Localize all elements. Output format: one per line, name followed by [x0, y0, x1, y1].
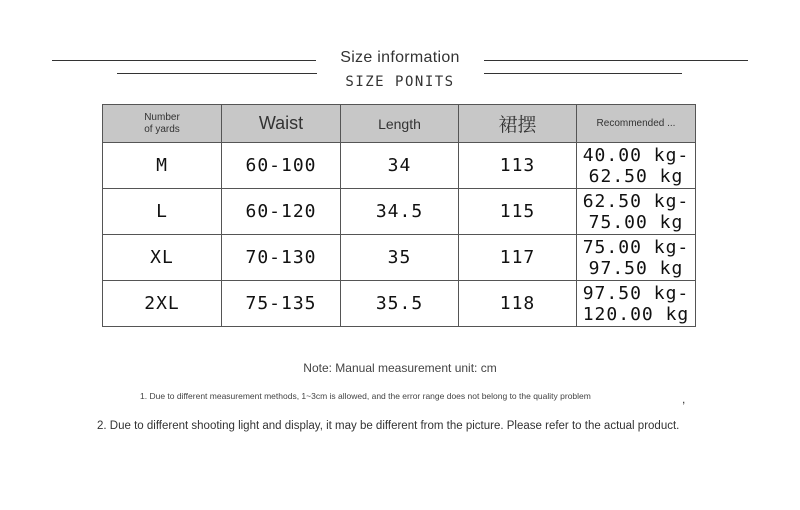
cell-length: 35.5	[341, 281, 459, 327]
cell-waist: 70-130	[222, 235, 341, 281]
cell-hem: 113	[459, 143, 577, 189]
cell-hem: 115	[459, 189, 577, 235]
cell-size: M	[103, 143, 222, 189]
note-measurement-tolerance: 1. Due to different measurement methods, 1~3cm is allowed, and the error range does not belong to the quality problem	[140, 391, 591, 401]
cell-recommended: 62.50 kg-75.00 kg	[577, 189, 696, 235]
cell-recommended: 40.00 kg-62.50 kg	[577, 143, 696, 189]
cell-recommended: 97.50 kg-120.00 kg	[577, 281, 696, 327]
size-table	[102, 104, 696, 327]
note-comma: ,	[682, 392, 686, 406]
page-subtitle: SIZE PONITS	[345, 74, 455, 90]
cell-size: L	[103, 189, 222, 235]
column-header-hem: 裙摆	[459, 105, 577, 143]
cell-size: XL	[103, 235, 222, 281]
column-header-waist: Waist	[222, 105, 341, 143]
cell-waist: 60-100	[222, 143, 341, 189]
cell-size: 2XL	[103, 281, 222, 327]
cell-hem: 118	[459, 281, 577, 327]
table-row	[103, 235, 696, 281]
cell-length: 35	[341, 235, 459, 281]
cell-waist: 75-135	[222, 281, 341, 327]
table-header-row	[103, 105, 696, 143]
cell-recommended: 75.00 kg-97.50 kg	[577, 235, 696, 281]
cell-waist: 60-120	[222, 189, 341, 235]
cell-length: 34	[341, 143, 459, 189]
measurement-unit-note: Note: Manual measurement unit: cm	[303, 361, 497, 375]
column-header-recommended: Recommended ...	[577, 105, 696, 143]
column-header-length: Length	[341, 105, 459, 143]
column-header-yards: Number of yards	[103, 105, 222, 143]
cell-length: 34.5	[341, 189, 459, 235]
cell-hem: 117	[459, 235, 577, 281]
table-row	[103, 189, 696, 235]
table-row	[103, 281, 696, 327]
table-row	[103, 143, 696, 189]
note-display-difference: 2. Due to different shooting light and display, it may be different from the picture. Please refer to the actual product.	[97, 420, 680, 432]
page-title: Size information	[340, 49, 460, 66]
